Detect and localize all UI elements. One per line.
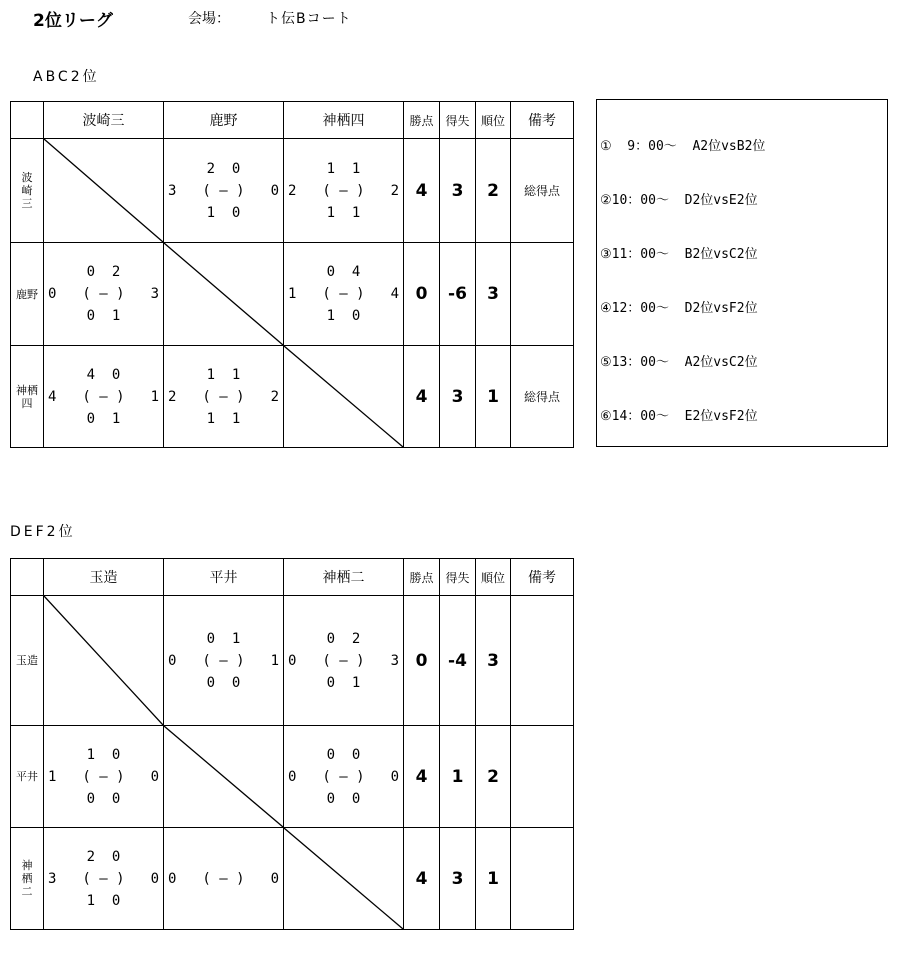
half-scores <box>82 261 124 327</box>
match-result-cell <box>284 726 404 828</box>
header-row <box>11 102 574 139</box>
notes-header: 備考 <box>511 559 574 596</box>
half-scores <box>82 364 124 430</box>
total-goals-for: 3 <box>48 870 57 887</box>
team-row <box>11 139 574 243</box>
first-half-score: 4 0 <box>86 366 121 383</box>
diagonal-line <box>164 243 283 345</box>
goal-diff-cell: -4 <box>440 596 476 726</box>
goal-diff-header: 得失 <box>440 559 476 596</box>
row-team-name: 波 崎 三 <box>21 171 33 210</box>
score-box <box>164 829 283 929</box>
total-goals-for: 2 <box>288 182 297 199</box>
total-goals-against: 0 <box>270 182 279 199</box>
total-goals-for: 0 <box>168 870 177 887</box>
points-cell: 0 <box>404 596 440 726</box>
half-scores <box>202 628 244 694</box>
score-box <box>164 597 283 725</box>
schedule-item: ⑤13：00～ A2位vsC2位 <box>600 355 758 370</box>
second-half-score: 1 0 <box>326 308 361 324</box>
second-half-score: 1 0 <box>206 204 241 221</box>
schedule-item: ③11：00～ B2位vsC2位 <box>600 247 758 262</box>
schedule-item: ②10：00～ D2位vsE2位 <box>600 193 758 208</box>
total-goals-for: 1 <box>288 286 297 302</box>
match-result-cell <box>44 346 164 448</box>
score-separator: ( — ) <box>322 768 365 785</box>
self-match-cell <box>284 828 404 930</box>
score-separator: ( — ) <box>322 182 365 199</box>
row-team-label <box>11 139 44 243</box>
total-goals-against: 4 <box>390 286 399 302</box>
row-team-label <box>11 346 44 448</box>
score-separator: ( — ) <box>202 388 245 405</box>
match-result-cell <box>284 596 404 726</box>
diagonal-line <box>284 828 403 929</box>
schedule-item: ④12：00～ D2位vsF2位 <box>600 301 758 316</box>
first-half-score: 0 4 <box>326 264 361 280</box>
first-half-score: 1 1 <box>206 366 241 383</box>
row-team-name: 鹿野 <box>16 287 38 301</box>
total-goals-for: 0 <box>48 286 57 302</box>
rank-header: 順位 <box>476 559 511 596</box>
goal-diff-cell: -6 <box>440 243 476 346</box>
second-half-score: 0 1 <box>86 410 121 427</box>
team-row <box>11 243 574 346</box>
total-goals-for: 0 <box>288 652 297 669</box>
total-goals-against: 3 <box>150 286 159 302</box>
score-box <box>44 347 163 447</box>
half-scores <box>202 846 244 912</box>
rank-cell: 3 <box>476 243 511 346</box>
score-box <box>284 727 403 827</box>
league-table-abc <box>10 101 574 448</box>
goal-diff-cell: 3 <box>440 828 476 930</box>
league-table-def <box>10 558 574 930</box>
notes-cell: 総得点 <box>511 139 574 243</box>
team-header: 平井 <box>164 559 284 596</box>
row-team-label <box>11 828 44 930</box>
score-separator: ( — ) <box>82 388 125 405</box>
score-box <box>44 829 163 929</box>
first-half-score: 0 2 <box>326 630 361 647</box>
second-half-score: 1 1 <box>326 204 361 221</box>
self-match-cell <box>44 139 164 243</box>
schedule-item: ① 9：00～ A2位vsB2位 <box>600 139 766 154</box>
total-goals-for: 4 <box>48 388 57 405</box>
points-cell: 4 <box>404 139 440 243</box>
rank-cell: 1 <box>476 828 511 930</box>
second-half-score: 1 0 <box>86 892 121 909</box>
row-team-label <box>11 726 44 828</box>
first-half-score: 1 1 <box>326 160 361 177</box>
second-half-score: 1 1 <box>206 410 241 427</box>
notes-cell <box>511 596 574 726</box>
page-title: 2位リーグ <box>33 11 113 31</box>
score-box <box>284 597 403 725</box>
first-half-score: 1 0 <box>86 746 121 763</box>
half-scores <box>322 628 364 694</box>
total-goals-for: 2 <box>168 388 177 405</box>
half-scores <box>202 158 244 224</box>
match-result-cell <box>44 828 164 930</box>
score-box <box>164 347 283 447</box>
first-half-score: 2 0 <box>86 848 121 865</box>
goal-diff-header: 得失 <box>440 102 476 139</box>
match-result-cell <box>284 243 404 346</box>
team-header: 神栖二 <box>284 559 404 596</box>
score-box <box>44 727 163 827</box>
row-team-name: 神 栖 二 <box>21 859 33 898</box>
corner-cell <box>11 559 44 596</box>
score-separator: ( — ) <box>202 652 245 669</box>
diagonal-line <box>44 596 163 725</box>
goal-diff-cell: 1 <box>440 726 476 828</box>
self-match-cell <box>164 243 284 346</box>
notes-header: 備考 <box>511 102 574 139</box>
team-header: 神栖四 <box>284 102 404 139</box>
score-box <box>284 244 403 345</box>
second-half-score: 0 1 <box>326 674 361 691</box>
first-half-score: 0 2 <box>86 264 121 280</box>
total-goals-for: 0 <box>168 652 177 669</box>
match-result-cell <box>164 139 284 243</box>
notes-cell: 総得点 <box>511 346 574 448</box>
rank-cell: 3 <box>476 596 511 726</box>
row-team-label <box>11 243 44 346</box>
notes-cell <box>511 243 574 346</box>
self-match-cell <box>284 346 404 448</box>
second-half-score: 0 0 <box>326 790 361 807</box>
total-goals-against: 0 <box>270 870 279 887</box>
score-separator: ( — ) <box>82 768 125 785</box>
half-scores <box>322 744 364 810</box>
goal-diff-cell: 3 <box>440 346 476 448</box>
self-match-cell <box>44 596 164 726</box>
total-goals-against: 0 <box>150 870 159 887</box>
team-row <box>11 596 574 726</box>
diagonal-line <box>284 346 403 447</box>
group-title-abc: ABC2位 <box>33 69 100 85</box>
row-team-name: 神栖 四 <box>16 383 38 410</box>
total-goals-against: 1 <box>150 388 159 405</box>
half-scores <box>82 744 124 810</box>
half-scores <box>82 846 124 912</box>
match-result-cell <box>164 596 284 726</box>
match-result-cell <box>284 139 404 243</box>
points-header: 勝点 <box>404 559 440 596</box>
score-separator: ( — ) <box>82 286 125 302</box>
team-header: 玉造 <box>44 559 164 596</box>
score-separator: ( — ) <box>202 870 245 887</box>
points-cell: 4 <box>404 828 440 930</box>
self-match-cell <box>164 726 284 828</box>
half-scores <box>322 261 364 327</box>
second-half-score: 0 0 <box>206 674 241 691</box>
total-goals-against: 1 <box>270 652 279 669</box>
score-box <box>44 244 163 345</box>
match-result-cell <box>164 346 284 448</box>
diagonal-line <box>44 139 163 242</box>
score-separator: ( — ) <box>202 182 245 199</box>
first-half-score: 2 0 <box>206 160 241 177</box>
points-header: 勝点 <box>404 102 440 139</box>
first-half-score: 0 1 <box>206 630 241 647</box>
score-separator: ( — ) <box>322 286 365 302</box>
diagonal-line <box>164 726 283 827</box>
venue-name: ト伝Bコート <box>266 11 352 27</box>
team-row <box>11 346 574 448</box>
schedule-item: ⑥14：00～ E2位vsF2位 <box>600 409 758 424</box>
notes-cell <box>511 828 574 930</box>
match-result-cell <box>164 828 284 930</box>
goal-diff-cell: 3 <box>440 139 476 243</box>
notes-cell <box>511 726 574 828</box>
total-goals-for: 3 <box>168 182 177 199</box>
row-team-label <box>11 596 44 726</box>
score-box <box>284 140 403 242</box>
second-half-score: 0 1 <box>86 308 121 324</box>
rank-header: 順位 <box>476 102 511 139</box>
second-half-score: 0 0 <box>86 790 121 807</box>
team-row <box>11 726 574 828</box>
half-scores <box>322 158 364 224</box>
row-team-name: 玉造 <box>16 654 38 667</box>
rank-cell: 1 <box>476 346 511 448</box>
first-half-score <box>202 846 244 868</box>
half-scores <box>202 364 244 430</box>
points-cell: 0 <box>404 243 440 346</box>
team-header: 鹿野 <box>164 102 284 139</box>
score-separator: ( — ) <box>82 870 125 887</box>
points-cell: 4 <box>404 346 440 448</box>
total-goals-against: 2 <box>390 182 399 199</box>
team-header: 波崎三 <box>44 102 164 139</box>
header-row <box>11 559 574 596</box>
match-result-cell <box>44 243 164 346</box>
total-goals-for: 0 <box>288 768 297 785</box>
total-goals-against: 0 <box>390 768 399 785</box>
match-result-cell <box>44 726 164 828</box>
second-half-score <box>202 890 244 912</box>
total-goals-against: 3 <box>390 652 399 669</box>
group-title-def: DEF2位 <box>10 524 76 540</box>
team-row <box>11 828 574 930</box>
points-cell: 4 <box>404 726 440 828</box>
row-team-name: 平井 <box>16 770 38 783</box>
total-goals-against: 0 <box>150 768 159 785</box>
match-schedule <box>596 99 888 447</box>
score-box <box>164 140 283 242</box>
first-half-score: 0 0 <box>326 746 361 763</box>
rank-cell: 2 <box>476 139 511 243</box>
corner-cell <box>11 102 44 139</box>
rank-cell: 2 <box>476 726 511 828</box>
total-goals-against: 2 <box>270 388 279 405</box>
venue-label: 会場： <box>188 11 230 27</box>
total-goals-for: 1 <box>48 768 57 785</box>
score-separator: ( — ) <box>322 652 365 669</box>
